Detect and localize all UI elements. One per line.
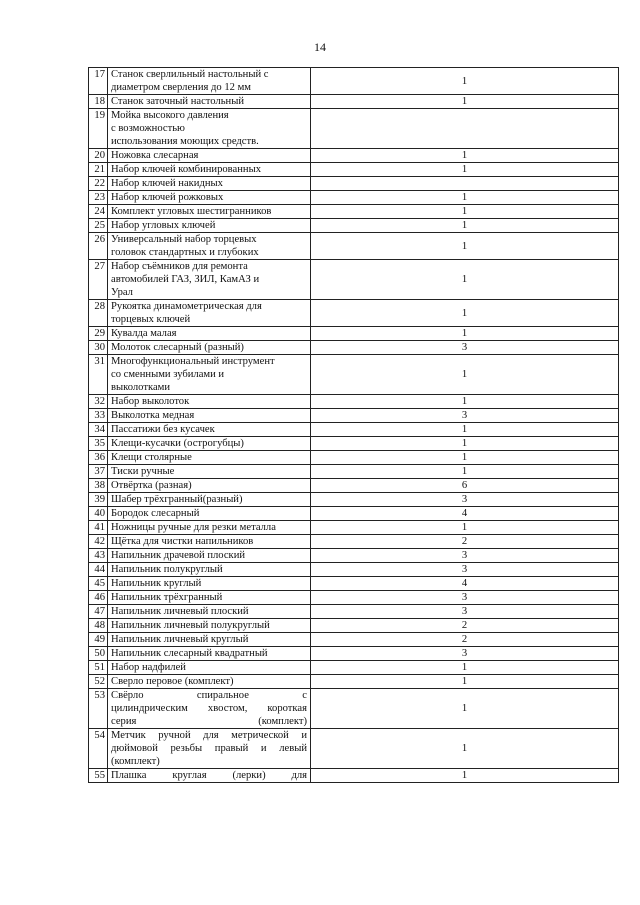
table-row <box>89 769 619 783</box>
row-number: 30 <box>89 341 108 355</box>
item-name <box>108 619 311 633</box>
table-row <box>89 675 619 689</box>
table-row <box>89 521 619 535</box>
table-row <box>89 549 619 563</box>
row-number: 32 <box>89 395 108 409</box>
item-name <box>108 647 311 661</box>
item-name <box>108 675 311 689</box>
row-number: 46 <box>89 591 108 605</box>
row-number: 33 <box>89 409 108 423</box>
item-quantity: 1 <box>311 661 619 675</box>
table-row <box>89 535 619 549</box>
table-row <box>89 163 619 177</box>
item-quantity: 3 <box>311 341 619 355</box>
item-quantity <box>311 109 619 149</box>
item-name <box>108 409 311 423</box>
item-quantity: 4 <box>311 577 619 591</box>
table-row <box>89 619 619 633</box>
table-row <box>89 95 619 109</box>
row-number: 39 <box>89 493 108 507</box>
item-name-line: Сверло перовое (комплект) <box>111 676 234 687</box>
page-number: 14 <box>314 40 326 54</box>
row-number: 51 <box>89 661 108 675</box>
item-quantity: 1 <box>311 149 619 163</box>
item-quantity: 1 <box>311 355 619 395</box>
item-name-line: диаметром сверления до 12 мм <box>111 82 252 93</box>
item-name <box>108 395 311 409</box>
item-quantity: 1 <box>311 191 619 205</box>
item-quantity: 1 <box>311 465 619 479</box>
item-name-line: Напильник полукруглый <box>111 564 223 575</box>
item-quantity: 1 <box>311 219 619 233</box>
item-name <box>108 549 311 563</box>
row-number: 18 <box>89 95 108 109</box>
table-row <box>89 109 619 149</box>
item-name-line: Молоток слесарный (разный) <box>111 342 244 353</box>
item-name-line: Тиски ручные <box>111 466 175 477</box>
item-quantity: 2 <box>311 535 619 549</box>
row-number: 36 <box>89 451 108 465</box>
item-name-line: Рукоятка динамометрическая для <box>111 301 262 312</box>
item-name-line: с возможностью <box>111 123 185 134</box>
item-name-line: Станок сверлильный настольный с <box>111 69 269 80</box>
item-name-line: Набор выколоток <box>111 396 190 407</box>
row-number: 48 <box>89 619 108 633</box>
row-number: 44 <box>89 563 108 577</box>
item-quantity: 1 <box>311 260 619 300</box>
table-row <box>89 633 619 647</box>
item-name <box>108 605 311 619</box>
item-name <box>108 177 311 191</box>
table-row <box>89 260 619 300</box>
row-number: 31 <box>89 355 108 395</box>
row-number: 53 <box>89 689 108 729</box>
row-number: 25 <box>89 219 108 233</box>
table-row <box>89 661 619 675</box>
item-name-line: Универсальный набор торцевых <box>111 234 257 245</box>
item-name <box>108 260 311 300</box>
item-name-line: Станок заточный настольный <box>111 96 245 107</box>
item-name <box>108 465 311 479</box>
item-name-line: Мойка высокого давления <box>111 110 229 121</box>
row-number: 47 <box>89 605 108 619</box>
table-row <box>89 563 619 577</box>
equipment-table <box>88 67 619 783</box>
item-name-line: Набор угловых ключей <box>111 220 216 231</box>
item-quantity: 3 <box>311 563 619 577</box>
item-quantity: 1 <box>311 395 619 409</box>
row-number: 24 <box>89 205 108 219</box>
table-row <box>89 465 619 479</box>
item-name <box>108 327 311 341</box>
item-name <box>108 68 311 95</box>
row-number: 22 <box>89 177 108 191</box>
table-row <box>89 423 619 437</box>
item-name-line: Шабер трёхгранный(разный) <box>111 494 243 505</box>
row-number: 17 <box>89 68 108 95</box>
item-name <box>108 341 311 355</box>
item-name-line: Кувалда малая <box>111 328 177 339</box>
item-name <box>108 633 311 647</box>
item-quantity: 1 <box>311 769 619 783</box>
item-name <box>108 591 311 605</box>
item-name-line: Свёрло спиральное с <box>111 690 307 701</box>
item-name <box>108 521 311 535</box>
table-row <box>89 233 619 260</box>
row-number: 38 <box>89 479 108 493</box>
table-row <box>89 689 619 729</box>
table-row <box>89 729 619 769</box>
row-number: 42 <box>89 535 108 549</box>
item-name-line: Напильник слесарный квадратный <box>111 648 268 659</box>
item-quantity: 3 <box>311 647 619 661</box>
item-name <box>108 563 311 577</box>
item-name-line: Напильник личневый полукруглый <box>111 620 270 631</box>
item-name-line: серия (комплект) <box>111 716 307 727</box>
item-name <box>108 535 311 549</box>
item-quantity: 3 <box>311 493 619 507</box>
item-quantity: 3 <box>311 409 619 423</box>
table-row <box>89 437 619 451</box>
item-name-line: головок стандартных и глубоких <box>111 247 259 258</box>
row-number: 20 <box>89 149 108 163</box>
row-number: 41 <box>89 521 108 535</box>
row-number: 35 <box>89 437 108 451</box>
table-row <box>89 355 619 395</box>
item-quantity: 1 <box>311 437 619 451</box>
row-number: 55 <box>89 769 108 783</box>
item-name-line: дюймовой резьбы правый и левый <box>111 743 307 754</box>
item-name-line: Комплект угловых шестигранников <box>111 206 272 217</box>
item-quantity: 1 <box>311 163 619 177</box>
table-row <box>89 647 619 661</box>
item-name <box>108 729 311 769</box>
item-quantity: 1 <box>311 95 619 109</box>
item-name <box>108 479 311 493</box>
row-number: 40 <box>89 507 108 521</box>
item-quantity: 1 <box>311 689 619 729</box>
equipment-table-body <box>89 68 619 783</box>
row-number: 26 <box>89 233 108 260</box>
item-name <box>108 149 311 163</box>
item-name <box>108 219 311 233</box>
item-name-line: Ножницы ручные для резки металла <box>111 522 276 533</box>
item-name <box>108 507 311 521</box>
item-name <box>108 205 311 219</box>
item-quantity: 1 <box>311 423 619 437</box>
item-quantity: 3 <box>311 605 619 619</box>
item-name-line: Набор надфилей <box>111 662 186 673</box>
item-name-line: Напильник личневый круглый <box>111 634 249 645</box>
item-name <box>108 451 311 465</box>
item-name-line: со сменными зубилами и <box>111 369 225 380</box>
item-name <box>108 769 311 783</box>
item-name <box>108 423 311 437</box>
item-quantity: 1 <box>311 327 619 341</box>
row-number: 54 <box>89 729 108 769</box>
item-name-line: Щётка для чистки напильников <box>111 536 254 547</box>
table-row <box>89 479 619 493</box>
item-name <box>108 191 311 205</box>
item-quantity: 6 <box>311 479 619 493</box>
item-name-line: Напильник трёхгранный <box>111 592 223 603</box>
item-name-line: Многофункциональный инструмент <box>111 356 275 367</box>
table-row <box>89 177 619 191</box>
item-name-line: (комплект) <box>111 756 160 767</box>
item-name-line: Ножовка слесарная <box>111 150 199 161</box>
table-row <box>89 591 619 605</box>
item-name <box>108 233 311 260</box>
row-number: 45 <box>89 577 108 591</box>
item-name-line: Клещи столярные <box>111 452 192 463</box>
item-name-line: Напильник драчевой плоский <box>111 550 246 561</box>
table-row <box>89 327 619 341</box>
item-quantity: 4 <box>311 507 619 521</box>
item-quantity: 3 <box>311 549 619 563</box>
item-name-line: Набор ключей накидных <box>111 178 223 189</box>
item-quantity: 2 <box>311 619 619 633</box>
item-name <box>108 95 311 109</box>
row-number: 37 <box>89 465 108 479</box>
item-name-line: Выколотка медная <box>111 410 195 421</box>
table-row <box>89 493 619 507</box>
item-name-line: Метчик ручной для метрической и <box>111 730 307 741</box>
item-quantity: 1 <box>311 233 619 260</box>
row-number: 50 <box>89 647 108 661</box>
item-name-line: цилиндрическим хвостом, короткая <box>111 703 307 714</box>
item-name-line: Урал <box>111 287 133 298</box>
item-name <box>108 493 311 507</box>
item-name-line: торцевых ключей <box>111 314 191 325</box>
item-quantity: 1 <box>311 205 619 219</box>
table-row <box>89 68 619 95</box>
item-name-line: выколотками <box>111 382 171 393</box>
item-name-line: Набор ключей комбинированных <box>111 164 261 175</box>
item-quantity: 1 <box>311 300 619 327</box>
table-row <box>89 149 619 163</box>
item-name-line: Напильник личневый плоский <box>111 606 249 617</box>
item-name <box>108 300 311 327</box>
item-name-line: автомобилей ГАЗ, ЗИЛ, КамАЗ и <box>111 274 260 285</box>
row-number: 19 <box>89 109 108 149</box>
item-quantity: 3 <box>311 591 619 605</box>
row-number: 43 <box>89 549 108 563</box>
item-name-line: Набор съёмников для ремонта <box>111 261 248 272</box>
table-row <box>89 191 619 205</box>
table-row <box>89 605 619 619</box>
table-row <box>89 451 619 465</box>
table-row <box>89 395 619 409</box>
table-row <box>89 507 619 521</box>
row-number: 29 <box>89 327 108 341</box>
item-name <box>108 437 311 451</box>
item-quantity: 1 <box>311 521 619 535</box>
item-name <box>108 109 311 149</box>
item-name <box>108 577 311 591</box>
item-name-line: Клещи-кусачки (острогубцы) <box>111 438 244 449</box>
row-number: 49 <box>89 633 108 647</box>
row-number: 34 <box>89 423 108 437</box>
table-row <box>89 409 619 423</box>
row-number: 27 <box>89 260 108 300</box>
row-number: 28 <box>89 300 108 327</box>
item-name-line: использования моющих средств. <box>111 136 259 147</box>
item-name-line: Отвёртка (разная) <box>111 480 192 491</box>
item-quantity <box>311 177 619 191</box>
table-row <box>89 205 619 219</box>
item-name <box>108 163 311 177</box>
item-name <box>108 355 311 395</box>
item-name-line: Пассатижи без кусачек <box>111 424 215 435</box>
item-quantity: 1 <box>311 451 619 465</box>
item-quantity: 2 <box>311 633 619 647</box>
table-row <box>89 577 619 591</box>
table-row <box>89 341 619 355</box>
row-number: 21 <box>89 163 108 177</box>
row-number: 52 <box>89 675 108 689</box>
item-name-line: Напильник круглый <box>111 578 202 589</box>
item-quantity: 1 <box>311 729 619 769</box>
item-name <box>108 689 311 729</box>
item-name-line: Набор ключей рожковых <box>111 192 224 203</box>
item-quantity: 1 <box>311 675 619 689</box>
item-name-line: Бородок слесарный <box>111 508 200 519</box>
item-quantity: 1 <box>311 68 619 95</box>
item-name-line: Плашка круглая (лерки) для <box>111 770 307 781</box>
table-row <box>89 219 619 233</box>
row-number: 23 <box>89 191 108 205</box>
item-name <box>108 661 311 675</box>
table-row <box>89 300 619 327</box>
